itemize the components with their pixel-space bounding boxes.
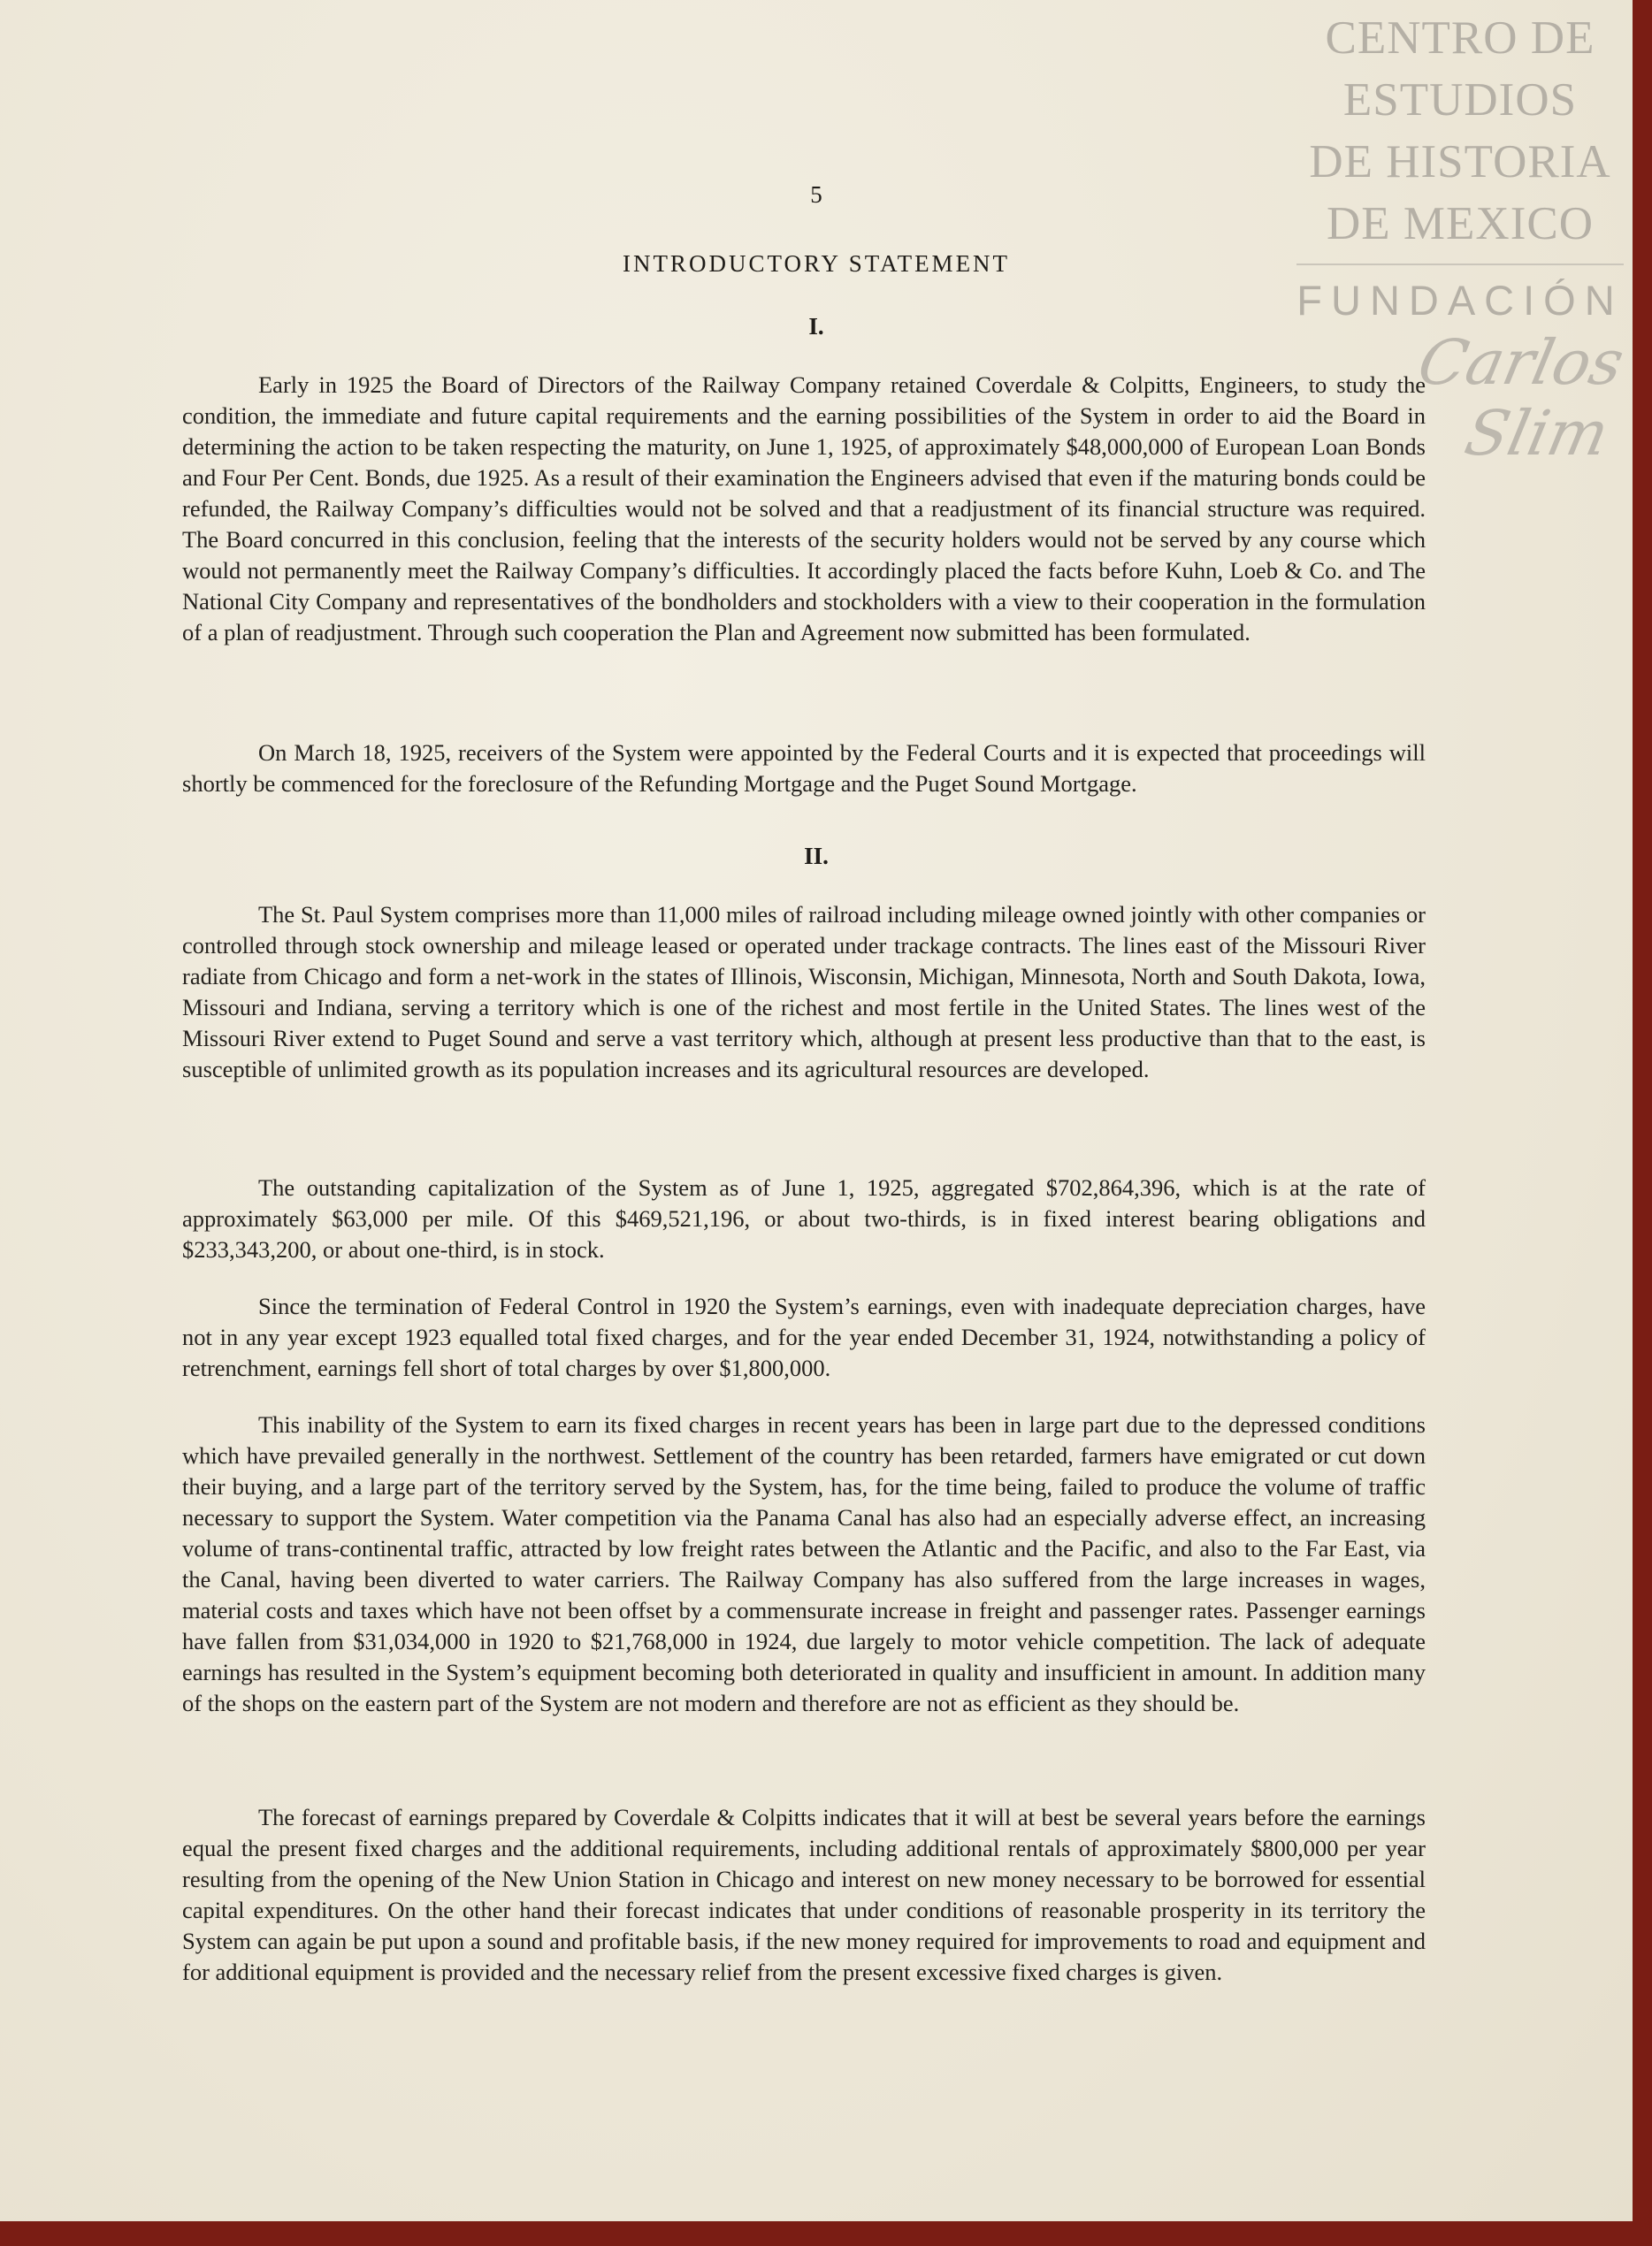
watermark-line: CENTRO DE <box>1325 12 1595 64</box>
section-numeral-2: II. <box>804 843 829 869</box>
paragraph: On March 18, 1925, receivers of the System were appointed by the Federal Courts and it is expected that proceedings will shortly be commenced for the foreclosure of the Refunding Mortgage and the Puget Sound Mortgage. <box>182 739 1426 797</box>
paragraph: Since the termination of Federal Control in 1920 the System’s earnings, even with inadequate depreciation charges, have not in any year except 1923 equalled total fixed charges, and for the year ended December 31, 1924, notwithstanding a policy of retrenchment, earnings fell short of total charges by over $1,800,000. <box>182 1293 1426 1381</box>
watermark-line: ESTUDIOS <box>1342 74 1578 126</box>
paragraph: This inability of the System to earn its fixed charges in recent years has been in large part due to the depressed conditions which have prevailed generally in the northwest. Settlement of the country has been retarded, farmers have emigrated or cut down their buying, and a large part of the territory served by the System, has, for the time being, failed to produce the volume of traffic necessary to support the System. Water competition via the Panama Canal has also had an especially adverse effect, an increasing volume of trans-continental traffic, attracted by low freight rates between the Atlantic and the Pacific, and also to the Far East, via the Canal, having been diverted to water carriers. The Railway Company has also suffered from the large increases in wages, material costs and taxes which have not been offset by a commensurate increase in freight and passenger rates. Passenger earnings have fallen from $31,034,000 in 1920 to $21,768,000 in 1924, due largely to motor vehicle competition. The lack of adequate earnings has resulted in the System’s equipment becoming both deteriorated in quality and insufficient in amount. In addition many of the shops on the eastern part of the System are not modern and therefore are not as efficient as they should be. <box>182 1411 1426 1716</box>
watermark-signature: Carlos Slim <box>1411 326 1631 470</box>
watermark-line: DE HISTORIA <box>1309 136 1611 187</box>
page-number: 5 <box>810 181 822 208</box>
section-numeral-1: I. <box>808 313 824 340</box>
page-title: INTRODUCTORY STATEMENT <box>622 250 1011 277</box>
paragraph: The outstanding capitalization of the System as of June 1, 1925, aggregated $702,864,396, which is at the rate of approximately $63,000 per mile. Of this $469,521,196, or about two-thirds, is in fixed interest bearing obligations and $233,343,200, or about one-third, is in stock. <box>182 1174 1426 1263</box>
watermark-foundation: FUNDACIÓN <box>1296 277 1624 324</box>
watermark-line: DE MEXICO <box>1327 198 1594 249</box>
paragraph: The St. Paul System comprises more than 11,000 miles of railroad including mileage owned jointly with other companies or controlled through stock ownership and mileage leased or operated under trackage contracts. The lines east of the Missouri River radiate from Chicago and form a net-work in the states of Illinois, Wisconsin, Michigan, Minnesota, North and South Dakota, Iowa, Missouri and Indiana, serving a territory which is one of the richest and most fertile in the United States. The lines west of the Missouri River extend to Puget Sound and serve a vast territory which, although at present less productive than that to the east, is susceptible of unlimited growth as its population increases and its agricultural resources are developed. <box>182 901 1426 1082</box>
paragraph: Early in 1925 the Board of Directors of the Railway Company retained Coverdale & Colpitts, Engineers, to study the condition, the immediate and future capital requirements and the earning possibilities of the System in order to aid the Board in determining the action to be taken respecting the maturity, on June 1, 1925, of approximately $48,000,000 of European Loan Bonds and Four Per Cent. Bonds, due 1925. As a result of their examination the Engineers advised that even if the maturing bonds could be refunded, the Railway Company’s difficulties would not be solved and that a readjustment of its financial structure was required. The Board concurred in this conclusion, feeling that the interests of the security holders would not be served by any course which would not permanently meet the Railway Company’s difficulties. It accordingly placed the facts before Kuhn, Loeb & Co. and The National City Company and representatives of the bondholders and stockholders with a view to their cooperation in the formulation of a plan of readjustment. Through such cooperation the Plan and Agreement now submitted has been formulated. <box>182 371 1426 646</box>
paragraph: The forecast of earnings prepared by Coverdale & Colpitts indicates that it will at best be several years before the earnings equal the present fixed charges and the additional requirements, including additional rentals of approximately $800,000 per year resulting from the opening of the New Union Station in Chicago and interest on new money necessary to be borrowed for essential capital expenditures. On the other hand their forecast indicates that under conditions of reasonable prosperity in its territory the System can again be put upon a sound and profitable basis, if the new money required for improvements to road and equipment and for additional equipment is provided and the necessary relief from the present excessive fixed charges is given. <box>182 1804 1426 1985</box>
